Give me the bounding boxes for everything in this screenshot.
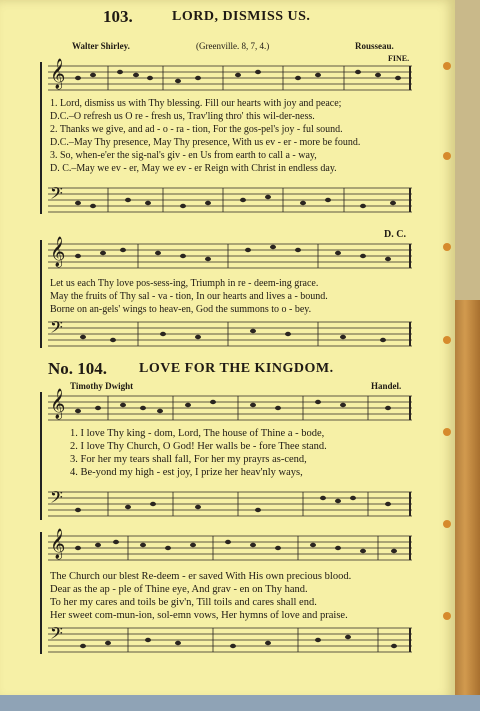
wooden-surface xyxy=(455,300,480,711)
hymn-103-meter: (Greenville. 8, 7, 4.) xyxy=(196,41,270,51)
binder-hole-icon xyxy=(443,336,451,344)
system-1-brace xyxy=(40,62,47,214)
system-3-bass-staff xyxy=(48,490,412,518)
hymn-104-verse-line-4: 4. Be-yond my high - est joy, I prize her heav'nly ways, xyxy=(70,467,303,478)
hymn-103-verse-line-2: D.C.–O refresh us O re - fresh us, Trav'ling thro' this wil-der-ness. xyxy=(50,111,315,122)
binder-hole-icon xyxy=(443,62,451,70)
hymn-104-composer: Handel. xyxy=(371,381,402,391)
hymn-104-title: LOVE FOR THE KINGDOM. xyxy=(139,361,334,376)
system-2-treble-staff xyxy=(48,242,412,270)
system-3-brace xyxy=(40,392,47,520)
hymn-103-verse2-line-1: Let us each Thy love pos-sess-ing, Triumph in re - deem-ing grace. xyxy=(50,278,319,289)
hymn-103-verse-line-5: 3. So, when-e'er the sig-nal's giv - en Us from earth to call a - way, xyxy=(50,150,317,161)
hymn-104-number: No. 104. xyxy=(48,359,108,378)
treble-clef-icon: 𝄞 xyxy=(50,59,66,88)
treble-clef-icon: 𝄞 xyxy=(50,529,66,558)
hymn-103-title: LORD, DISMISS US. xyxy=(172,9,311,24)
hymn-104-verse2-line-1: The Church our blest Re-deem - er saved With His own precious blood. xyxy=(50,571,352,582)
hymn-104-verse2-line-3: To her my cares and toils be giv'n, Till toils and cares shall end. xyxy=(50,597,317,608)
hymn-104-verse-line-3: 3. For her my tears shall fall, For her my prayrs as-cend, xyxy=(70,454,307,465)
system-4-brace xyxy=(40,532,47,654)
hymn-103-fine-mark: FINE. xyxy=(388,54,410,63)
system-4-treble-staff xyxy=(48,534,412,562)
hymn-103-verse-line-1: 1. Lord, dismiss us with Thy blessing. Fill our hearts with joy and peace; xyxy=(50,98,342,109)
treble-clef-icon: 𝄞 xyxy=(50,237,66,266)
hymn-103-verse2-line-2: May the fruits of Thy sal - va - tion, In our hearts and lives a - bound. xyxy=(50,291,328,302)
binder-hole-icon xyxy=(443,520,451,528)
system-1-treble-staff xyxy=(48,64,412,92)
binder-hole-icon xyxy=(443,243,451,251)
bottom-fabric-edge xyxy=(0,695,480,711)
hymn-103-number: 103. xyxy=(103,7,133,26)
binder-hole-icon xyxy=(443,612,451,620)
hymn-103-verse-line-3: 2. Thanks we give, and ad - o - ra - tion, For the gos-pel's joy - ful sound. xyxy=(50,124,343,135)
hymn-103-dc-mark: D. C. xyxy=(384,229,406,240)
hymn-104-author: Timothy Dwight xyxy=(70,381,134,391)
binder-hole-icon xyxy=(443,152,451,160)
system-2-brace xyxy=(40,240,47,348)
hymn-103-verse2-line-3: Borne on an-gels' wings to heav-en, God the summons to o - bey. xyxy=(50,304,312,315)
hymn-104-verse2-line-2: Dear as the ap - ple of Thine eye, And grav - en on Thy hand. xyxy=(50,584,308,595)
system-4-bass-staff xyxy=(48,626,412,654)
treble-clef-icon: 𝄞 xyxy=(50,389,66,418)
system-2-bass-staff xyxy=(48,320,412,348)
hymn-103-composer: Rousseau. xyxy=(355,41,394,51)
binder-hole-icon xyxy=(443,428,451,436)
hymn-103-author: Walter Shirley. xyxy=(72,41,130,51)
hymn-104-verse-line-1: 1. I love Thy king - dom, Lord, The house of Thine a - bode, xyxy=(70,428,325,439)
system-3-treble-staff xyxy=(48,394,412,422)
bass-clef-icon: 𝄢 xyxy=(50,489,63,511)
bass-clef-icon: 𝄢 xyxy=(50,319,63,341)
hymn-104-verse2-line-4: Her sweet com-mun-ion, sol-emn vows, Her hymns of love and praise. xyxy=(50,610,348,621)
hymn-104-verse-line-2: 2. I love Thy Church, O God! Her walls be - fore Thee stand. xyxy=(70,441,327,452)
bass-clef-icon: 𝄢 xyxy=(50,625,63,647)
hymn-103-verse-line-4: D.C.–May Thy presence, May Thy presence, With us ev - er - more be found. xyxy=(50,137,361,148)
hymn-103-verse-line-6: D. C.–May we ev - er, May we ev - er Reign with Christ in endless day. xyxy=(50,163,337,174)
system-1-bass-staff xyxy=(48,186,412,214)
bass-clef-icon: 𝄢 xyxy=(50,185,63,207)
